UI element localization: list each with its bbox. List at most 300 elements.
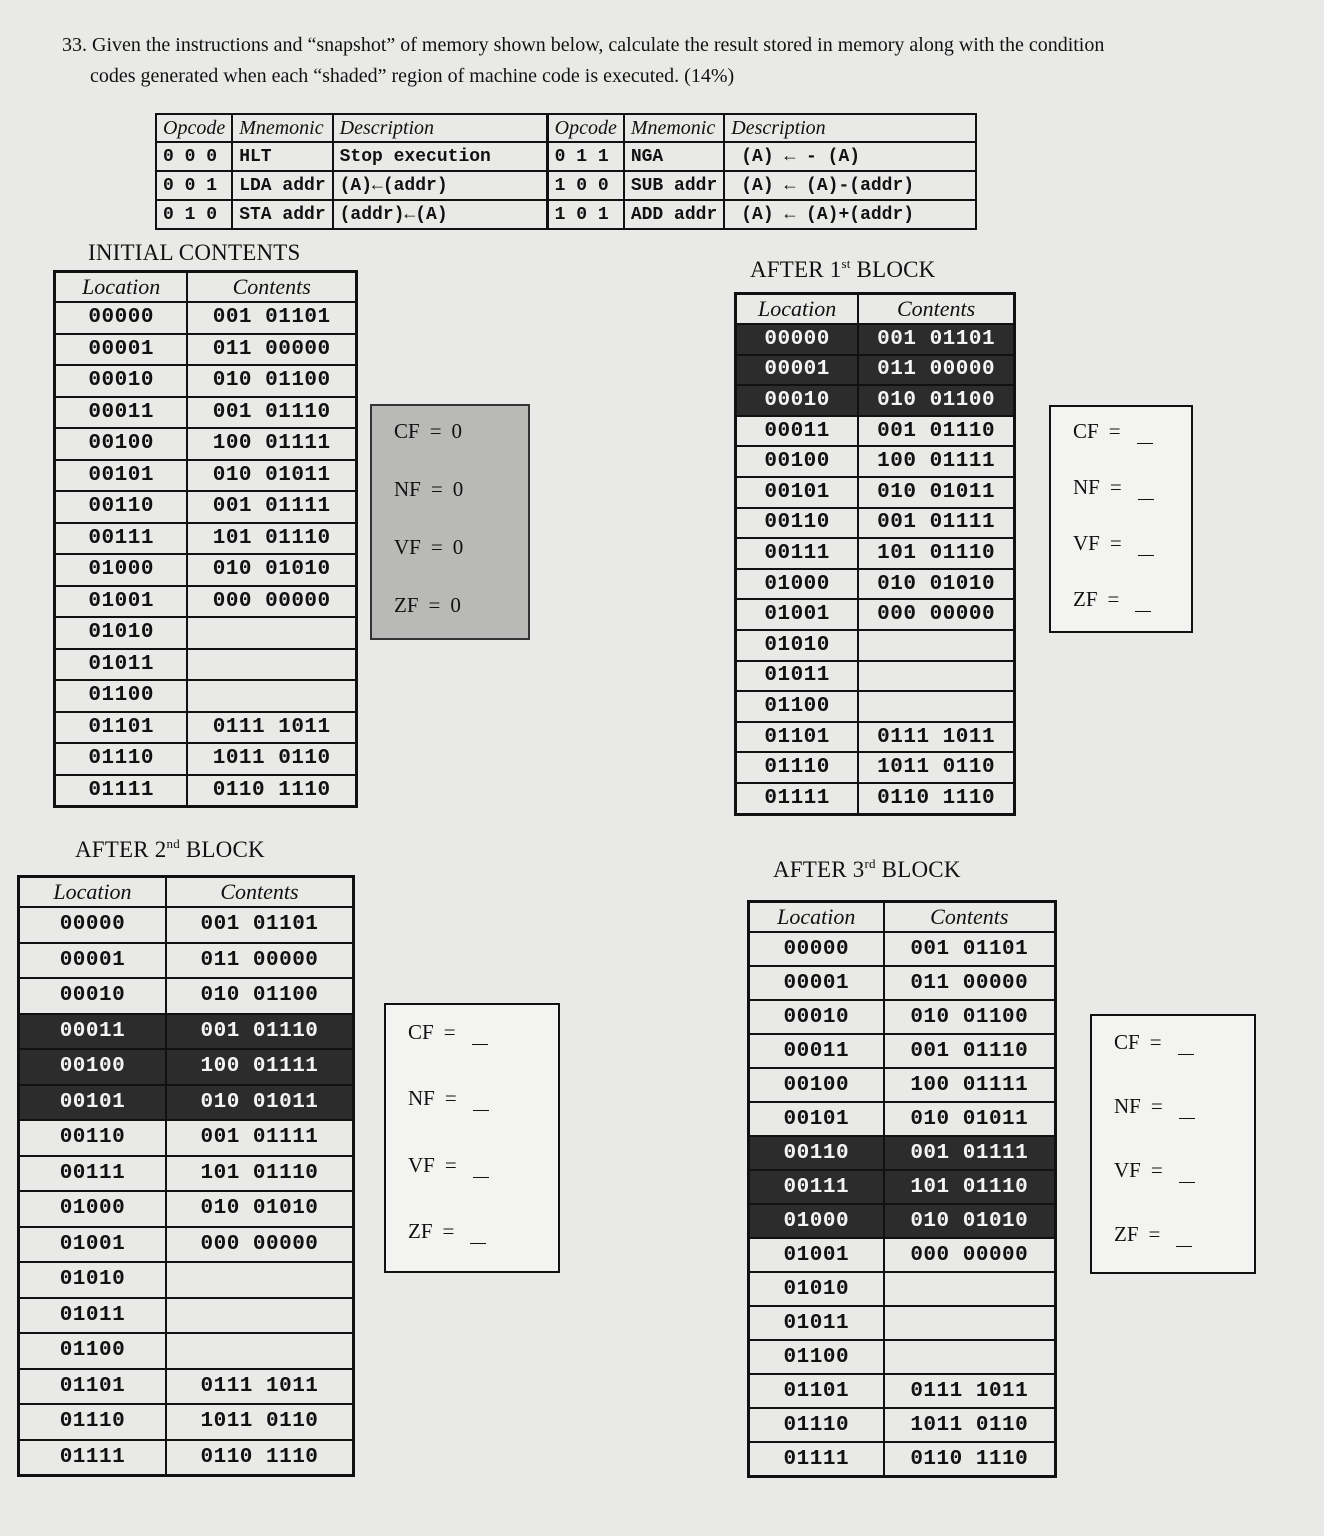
after1-memory-table — [734, 292, 1016, 816]
memory-row — [749, 1340, 1056, 1374]
flag-label: ZF — [408, 1219, 433, 1244]
after3-title-suffix: BLOCK — [875, 856, 961, 882]
memory-row — [55, 586, 357, 618]
memory-header-row — [736, 294, 1015, 325]
contents-cell: 011 00000 — [166, 943, 354, 979]
flag-label: VF — [408, 1152, 435, 1177]
location-cell: 00011 — [736, 416, 859, 447]
contents-header: Contents — [187, 272, 356, 303]
flag-cf — [408, 1020, 488, 1045]
contents-cell: 010 01100 — [166, 978, 354, 1014]
contents-cell: 001 01101 — [858, 324, 1014, 355]
flag-nf — [1114, 1094, 1195, 1119]
contents-cell: 001 01101 — [166, 907, 354, 943]
memory-row — [736, 661, 1015, 692]
initial-flags-box — [370, 404, 530, 640]
contents-cell — [858, 630, 1014, 661]
location-header: Location — [55, 272, 188, 303]
contents-cell: 001 01111 — [884, 1136, 1056, 1170]
contents-cell: 011 00000 — [187, 334, 356, 366]
location-cell: 00111 — [19, 1156, 166, 1192]
after3-flags-box — [1090, 1014, 1256, 1274]
after3-title-text: AFTER 3 — [773, 856, 865, 882]
location-cell: 01111 — [736, 783, 859, 814]
location-cell: 00011 — [19, 1014, 166, 1050]
location-cell: 00100 — [736, 446, 859, 477]
after1-title-text: AFTER 1 — [750, 256, 842, 282]
flag-label: CF — [1114, 1030, 1140, 1055]
contents-cell: 000 00000 — [187, 586, 356, 618]
description-cell: (A) ← - (A) — [724, 142, 976, 171]
contents-cell: 100 01111 — [166, 1049, 354, 1085]
location-cell: 00111 — [55, 523, 188, 555]
location-cell: 01000 — [55, 554, 188, 586]
location-cell: 01100 — [19, 1333, 166, 1369]
location-cell: 01110 — [55, 743, 188, 775]
opcode-row — [156, 200, 976, 229]
location-cell: 01101 — [55, 712, 188, 744]
contents-cell: 1011 0110 — [166, 1404, 354, 1440]
contents-cell — [858, 661, 1014, 692]
flag-label: NF — [1073, 475, 1100, 500]
memory-row — [736, 783, 1015, 814]
flag-answer-blank[interactable] — [473, 1088, 489, 1111]
flag-answer-blank[interactable] — [472, 1022, 488, 1045]
location-cell: 01000 — [736, 569, 859, 600]
location-cell: 01101 — [736, 722, 859, 753]
flag-label: CF — [1073, 419, 1099, 444]
location-cell: 00001 — [19, 943, 166, 979]
memory-row — [749, 1000, 1056, 1034]
opcode-header-row — [156, 114, 976, 142]
memory-row — [55, 523, 357, 555]
contents-cell: 000 00000 — [884, 1238, 1056, 1272]
location-header: Location — [736, 294, 859, 325]
contents-cell: 010 01011 — [187, 460, 356, 492]
memory-row — [736, 477, 1015, 508]
memory-row — [749, 1272, 1056, 1306]
contents-cell: 101 01110 — [166, 1156, 354, 1192]
flag-zf — [1114, 1222, 1192, 1247]
memory-row — [19, 1298, 354, 1334]
initial-memory-table — [53, 270, 358, 808]
memory-row — [19, 1404, 354, 1440]
location-cell: 01001 — [749, 1238, 884, 1272]
after2-title-text: AFTER 2 — [75, 836, 167, 862]
after1-flags-box — [1049, 405, 1193, 633]
memory-row — [55, 743, 357, 775]
memory-row — [19, 1156, 354, 1192]
memory-row — [19, 1440, 354, 1476]
location-cell: 00100 — [749, 1068, 884, 1102]
after2-flags-box — [384, 1003, 560, 1273]
flag-vf — [394, 535, 471, 560]
contents-cell: 1011 0110 — [884, 1408, 1056, 1442]
contents-cell: 001 01111 — [858, 508, 1014, 539]
flag-equals: = — [444, 1152, 457, 1177]
contents-cell: 001 01111 — [166, 1120, 354, 1156]
memory-row — [19, 1014, 354, 1050]
question-line-2: codes generated when each “shaded” region of machine code is executed. (14%) — [90, 65, 735, 87]
contents-cell: 001 01110 — [166, 1014, 354, 1050]
location-header: Location — [749, 902, 884, 933]
flag-equals: = — [1109, 531, 1122, 556]
contents-cell: 010 01010 — [166, 1191, 354, 1227]
memory-header-row — [19, 877, 354, 908]
memory-row — [55, 617, 357, 649]
contents-cell: 000 00000 — [166, 1227, 354, 1263]
memory-row — [55, 554, 357, 586]
header-opcode-2: Opcode — [547, 114, 624, 142]
after2-title — [75, 836, 265, 863]
location-cell: 00010 — [749, 1000, 884, 1034]
mnemonic-cell: ADD addr — [624, 200, 724, 229]
contents-cell — [166, 1262, 354, 1298]
flag-value: 0 — [450, 592, 461, 617]
flag-label: VF — [394, 534, 421, 559]
memory-row — [55, 649, 357, 681]
location-cell: 01111 — [19, 1440, 166, 1476]
description-cell: (A)←(addr) — [333, 171, 548, 200]
mnemonic-cell: NGA — [624, 142, 724, 171]
flag-answer-blank[interactable] — [1137, 421, 1153, 444]
flag-answer-blank[interactable] — [470, 1221, 486, 1244]
memory-row — [55, 428, 357, 460]
location-cell: 00001 — [736, 355, 859, 386]
memory-row — [19, 1227, 354, 1263]
memory-row — [55, 460, 357, 492]
after3-title-sup: rd — [864, 856, 876, 871]
flag-equals: = — [1109, 475, 1122, 500]
memory-row — [19, 1333, 354, 1369]
location-cell: 00101 — [736, 477, 859, 508]
opcode-cell: 0 1 0 — [156, 200, 232, 229]
location-cell: 01100 — [55, 680, 188, 712]
flag-equals: = — [1150, 1158, 1163, 1183]
location-cell: 00100 — [55, 428, 188, 460]
memory-row — [749, 1204, 1056, 1238]
flag-equals: = — [443, 1019, 456, 1044]
location-cell: 00000 — [749, 932, 884, 966]
location-cell: 01100 — [749, 1340, 884, 1374]
flag-equals: = — [1149, 1030, 1162, 1055]
location-cell: 00110 — [19, 1120, 166, 1156]
memory-row — [749, 1374, 1056, 1408]
after1-title-sup: st — [841, 256, 851, 271]
description-cell: (addr)←(A) — [333, 200, 548, 229]
flag-label: VF — [1114, 1158, 1141, 1183]
flag-label: ZF — [1114, 1222, 1139, 1247]
location-cell: 01101 — [19, 1369, 166, 1405]
flag-label: CF — [394, 418, 420, 443]
flag-value: 0 — [452, 534, 464, 559]
location-cell: 01001 — [19, 1227, 166, 1263]
flag-answer-blank[interactable] — [1135, 589, 1151, 612]
location-cell: 00000 — [19, 907, 166, 943]
location-cell: 00010 — [55, 365, 188, 397]
location-cell: 01100 — [736, 691, 859, 722]
opcode-cell: 1 0 0 — [547, 171, 624, 200]
flag-answer-blank[interactable] — [1179, 1096, 1195, 1119]
location-cell: 00101 — [19, 1085, 166, 1121]
location-cell: 01011 — [736, 661, 859, 692]
location-cell: 01001 — [736, 599, 859, 630]
flag-answer-blank[interactable] — [473, 1155, 489, 1178]
memory-row — [19, 1191, 354, 1227]
flag-answer-blank[interactable] — [1179, 1160, 1195, 1183]
flag-equals: = — [444, 1086, 457, 1111]
flag-zf — [1073, 587, 1151, 612]
flag-equals: = — [1108, 419, 1121, 444]
flag-answer-blank[interactable] — [1178, 1032, 1194, 1055]
contents-cell — [166, 1298, 354, 1334]
mnemonic-cell: STA addr — [232, 200, 332, 229]
memory-row — [736, 538, 1015, 569]
memory-row — [55, 397, 357, 429]
memory-row — [55, 712, 357, 744]
contents-cell: 010 01100 — [187, 365, 356, 397]
after3-title — [773, 856, 961, 883]
memory-row — [749, 932, 1056, 966]
location-cell: 00001 — [55, 334, 188, 366]
flag-vf — [1114, 1158, 1195, 1183]
location-cell: 01010 — [19, 1262, 166, 1298]
contents-cell: 011 00000 — [858, 355, 1014, 386]
contents-cell: 001 01110 — [884, 1034, 1056, 1068]
location-cell: 00010 — [19, 978, 166, 1014]
flag-equals: = — [1107, 587, 1120, 612]
description-cell: (A) ← (A)-(addr) — [724, 171, 976, 200]
initial-title: INITIAL CONTENTS — [88, 240, 301, 265]
memory-row — [19, 1049, 354, 1085]
contents-cell — [166, 1333, 354, 1369]
location-cell: 00111 — [749, 1170, 884, 1204]
mnemonic-cell: HLT — [232, 142, 332, 171]
after2-title-sup: nd — [166, 836, 180, 851]
memory-row — [19, 978, 354, 1014]
location-cell: 00010 — [736, 385, 859, 416]
memory-row — [55, 491, 357, 523]
contents-header: Contents — [858, 294, 1014, 325]
location-cell: 00110 — [749, 1136, 884, 1170]
flag-nf — [408, 1086, 489, 1111]
after1-title — [750, 256, 935, 283]
contents-cell: 0110 1110 — [187, 775, 356, 807]
memory-row — [19, 943, 354, 979]
contents-cell: 100 01111 — [884, 1068, 1056, 1102]
contents-cell: 1011 0110 — [858, 752, 1014, 783]
flag-equals: = — [430, 476, 443, 501]
location-cell: 01010 — [749, 1272, 884, 1306]
location-cell: 00110 — [736, 508, 859, 539]
location-cell: 00101 — [749, 1102, 884, 1136]
location-cell: 00001 — [749, 966, 884, 1000]
flag-label: VF — [1073, 531, 1100, 556]
contents-cell — [884, 1340, 1056, 1374]
flag-cf — [1114, 1030, 1194, 1055]
flag-label: CF — [408, 1019, 434, 1044]
flag-cf — [1073, 419, 1153, 444]
opcode-cell: 1 0 1 — [547, 200, 624, 229]
contents-cell: 010 01011 — [166, 1085, 354, 1121]
contents-cell: 010 01100 — [858, 385, 1014, 416]
memory-row — [55, 680, 357, 712]
location-cell: 01011 — [19, 1298, 166, 1334]
location-cell: 00100 — [19, 1049, 166, 1085]
header-opcode: Opcode — [156, 114, 232, 142]
contents-cell: 100 01111 — [858, 446, 1014, 477]
memory-row — [749, 1306, 1056, 1340]
memory-row — [749, 1136, 1056, 1170]
location-cell: 00110 — [55, 491, 188, 523]
contents-cell: 010 01011 — [884, 1102, 1056, 1136]
location-cell: 01110 — [736, 752, 859, 783]
contents-cell: 0111 1011 — [187, 712, 356, 744]
location-cell: 01101 — [749, 1374, 884, 1408]
contents-cell: 0110 1110 — [166, 1440, 354, 1476]
location-cell: 01111 — [749, 1442, 884, 1477]
flag-value: 0 — [451, 418, 463, 443]
location-cell: 01011 — [55, 649, 188, 681]
contents-cell: 0110 1110 — [858, 783, 1014, 814]
contents-cell: 010 01010 — [187, 554, 356, 586]
memory-row — [736, 691, 1015, 722]
location-cell: 00011 — [749, 1034, 884, 1068]
memory-row — [736, 355, 1015, 386]
contents-cell — [187, 680, 356, 712]
memory-row — [19, 1120, 354, 1156]
flag-label: ZF — [394, 592, 419, 617]
header-description: Description — [333, 114, 548, 142]
flag-label: NF — [394, 476, 421, 501]
flag-label: ZF — [1073, 587, 1098, 612]
flag-equals: = — [1150, 1094, 1163, 1119]
contents-cell: 010 01010 — [858, 569, 1014, 600]
memory-row — [749, 966, 1056, 1000]
location-cell: 00000 — [55, 302, 188, 334]
location-cell: 00111 — [736, 538, 859, 569]
memory-row — [736, 324, 1015, 355]
memory-row — [736, 722, 1015, 753]
opcode-cell: 0 0 1 — [156, 171, 232, 200]
flag-zf — [394, 593, 468, 618]
flag-answer-blank[interactable] — [1176, 1224, 1192, 1247]
after1-title-suffix: BLOCK — [850, 256, 936, 282]
flag-label: NF — [1114, 1094, 1141, 1119]
memory-row — [749, 1034, 1056, 1068]
flag-equals: = — [428, 592, 441, 617]
flag-zf — [408, 1219, 486, 1244]
memory-row — [749, 1102, 1056, 1136]
contents-cell: 101 01110 — [884, 1170, 1056, 1204]
contents-cell: 010 01010 — [884, 1204, 1056, 1238]
contents-cell: 1011 0110 — [187, 743, 356, 775]
opcode-row — [156, 142, 976, 171]
memory-row — [736, 569, 1015, 600]
contents-cell: 001 01110 — [858, 416, 1014, 447]
contents-cell: 101 01110 — [858, 538, 1014, 569]
contents-cell: 0111 1011 — [858, 722, 1014, 753]
location-cell: 01010 — [55, 617, 188, 649]
contents-cell: 010 01011 — [858, 477, 1014, 508]
contents-header: Contents — [166, 877, 354, 908]
contents-cell: 001 01101 — [884, 932, 1056, 966]
location-cell: 00011 — [55, 397, 188, 429]
location-cell: 00101 — [55, 460, 188, 492]
flag-vf — [1073, 531, 1154, 556]
memory-row — [736, 416, 1015, 447]
opcode-cell: 0 1 1 — [547, 142, 624, 171]
description-cell: (A) ← (A)+(addr) — [724, 200, 976, 229]
contents-header: Contents — [884, 902, 1056, 933]
flag-equals: = — [442, 1219, 455, 1244]
after3-memory-table — [747, 900, 1057, 1478]
flag-equals: = — [429, 418, 442, 443]
location-cell: 01110 — [19, 1404, 166, 1440]
flag-equals: = — [1148, 1222, 1161, 1247]
memory-row — [55, 775, 357, 807]
location-cell: 01010 — [736, 630, 859, 661]
flag-answer-blank[interactable] — [1138, 533, 1154, 556]
contents-cell: 100 01111 — [187, 428, 356, 460]
location-cell: 01111 — [55, 775, 188, 807]
memory-row — [749, 1238, 1056, 1272]
header-mnemonic: Mnemonic — [232, 114, 332, 142]
contents-cell: 101 01110 — [187, 523, 356, 555]
contents-cell: 000 00000 — [858, 599, 1014, 630]
location-cell: 01001 — [55, 586, 188, 618]
opcode-row — [156, 171, 976, 200]
memory-row — [749, 1408, 1056, 1442]
after2-memory-table — [17, 875, 355, 1477]
flag-cf — [394, 419, 470, 444]
flag-equals: = — [430, 534, 443, 559]
contents-cell: 010 01100 — [884, 1000, 1056, 1034]
question-line-1: 33. Given the instructions and “snapshot” of memory shown below, calculate the result stored in memory along with the condition — [62, 34, 1105, 56]
contents-cell — [884, 1272, 1056, 1306]
description-cell: Stop execution — [333, 142, 548, 171]
contents-cell: 001 01111 — [187, 491, 356, 523]
header-description-2: Description — [724, 114, 976, 142]
opcode-table — [155, 113, 977, 230]
flag-nf — [394, 477, 471, 502]
memory-row — [736, 385, 1015, 416]
flag-value: 0 — [452, 476, 464, 501]
flag-label: NF — [408, 1086, 435, 1111]
location-cell: 00000 — [736, 324, 859, 355]
flag-answer-blank[interactable] — [1138, 477, 1154, 500]
flag-vf — [408, 1153, 489, 1178]
memory-row — [736, 630, 1015, 661]
memory-row — [55, 365, 357, 397]
contents-cell: 001 01110 — [187, 397, 356, 429]
memory-row — [736, 446, 1015, 477]
location-cell: 01000 — [749, 1204, 884, 1238]
after2-title-suffix: BLOCK — [179, 836, 265, 862]
location-cell: 01000 — [19, 1191, 166, 1227]
contents-cell: 0111 1011 — [884, 1374, 1056, 1408]
location-header: Location — [19, 877, 166, 908]
contents-cell — [187, 617, 356, 649]
memory-row — [749, 1170, 1056, 1204]
contents-cell: 0110 1110 — [884, 1442, 1056, 1477]
mnemonic-cell: SUB addr — [624, 171, 724, 200]
location-cell: 01110 — [749, 1408, 884, 1442]
header-mnemonic-2: Mnemonic — [624, 114, 724, 142]
question-text — [62, 30, 1302, 92]
memory-row — [19, 1085, 354, 1121]
memory-header-row — [55, 272, 357, 303]
